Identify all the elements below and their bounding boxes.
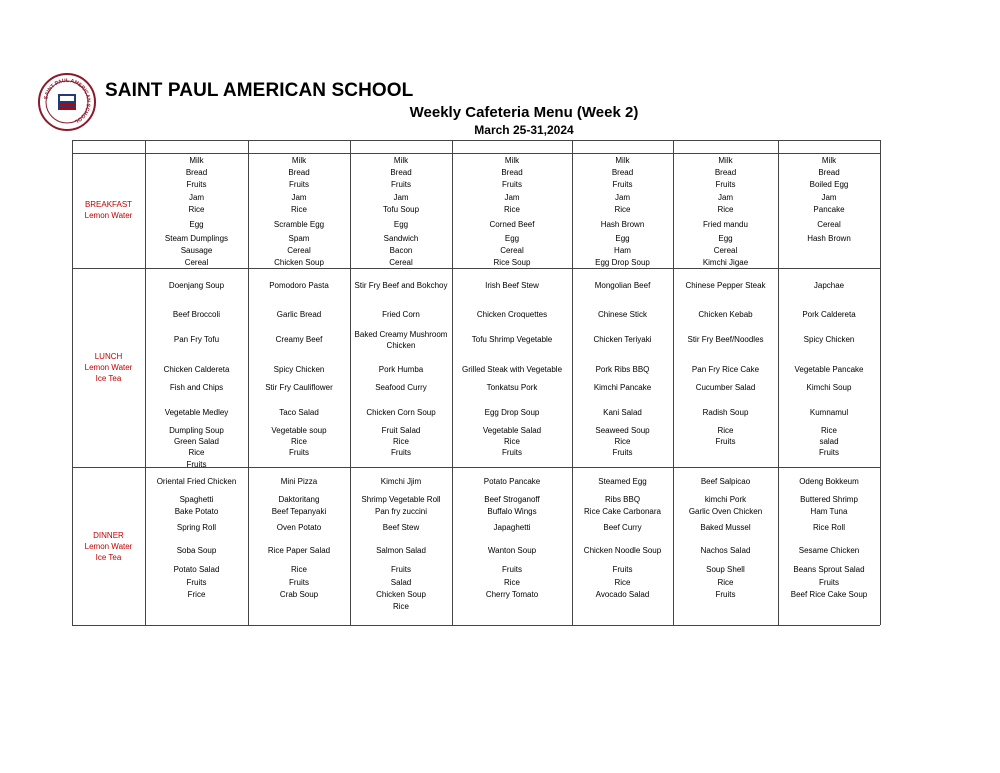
menu-item: Steam Dumplings — [164, 234, 229, 243]
menu-item: Fried Corn — [382, 310, 420, 319]
menu-item: Vegetable soup — [271, 426, 327, 435]
menu-item: Ham — [614, 246, 631, 255]
menu-item: Ribs BBQ — [604, 495, 641, 504]
menu-item: Rice — [820, 426, 837, 435]
table-horizontal-rule — [72, 268, 880, 269]
menu-item: Rice Roll — [812, 523, 845, 532]
menu-item: Vegetable Salad — [482, 426, 542, 435]
menu-item: Bread — [185, 168, 208, 177]
menu-item: Nachos Salad — [700, 546, 751, 555]
menu-item: Chicken Soup — [376, 590, 426, 599]
menu-item: Fruits — [502, 180, 522, 189]
menu-item: Baked Creamy Mushroom Chicken — [354, 330, 448, 350]
menu-item: Kimchi Soup — [806, 383, 852, 392]
menu-item: Oven Potato — [276, 523, 322, 532]
menu-item: Salad — [390, 578, 412, 587]
menu-item: Radish Soup — [702, 408, 749, 417]
menu-item: Japchae — [813, 281, 845, 290]
menu-item: Chinese Pepper Steak — [685, 281, 766, 290]
menu-item: Crab Soup — [279, 590, 319, 599]
menu-item: Sausage — [180, 246, 213, 255]
menu-item: Ham Tuna — [810, 507, 848, 516]
menu-item: Fruits — [502, 448, 522, 457]
menu-item: Beef Stroganoff — [484, 495, 540, 504]
menu-item: Vegetable Medley — [164, 408, 229, 417]
menu-item: Bread — [288, 168, 310, 177]
menu-item: Fruits — [186, 460, 207, 469]
meal-name: BREAKFAST — [84, 200, 133, 209]
menu-item: Stir Fry Cauliflower — [265, 383, 333, 392]
menu-title: Weekly Cafeteria Menu (Week 2) — [409, 104, 639, 121]
menu-item: Milk — [393, 156, 409, 165]
menu-item: Beef Curry — [603, 523, 642, 532]
menu-item: Pork Humba — [378, 365, 424, 374]
menu-item: Wanton Soup — [487, 546, 537, 555]
menu-item: Milk — [291, 156, 307, 165]
menu-item: Rice — [290, 437, 307, 446]
menu-item: Milk — [615, 156, 630, 165]
day-header — [778, 141, 880, 153]
menu-item: Fruits — [186, 578, 207, 587]
meal-drink: Ice Tea — [95, 374, 122, 383]
meal-drink: Ice Tea — [95, 553, 122, 562]
menu-item: Rice — [392, 437, 409, 446]
menu-item: Chicken Soup — [274, 258, 324, 267]
menu-item: Pan fry zuccini — [374, 507, 428, 516]
menu-item: Fruits — [819, 448, 839, 457]
menu-item: Irish Beef Stew — [485, 281, 539, 290]
menu-item: Soup Shell — [706, 565, 745, 574]
menu-item: Chinese Stick — [598, 310, 647, 319]
svg-text:SAINT PAUL AMERICAN SCHOOL: SAINT PAUL AMERICAN SCHOOL — [43, 77, 92, 125]
menu-item: Fruits — [289, 180, 309, 189]
menu-item: Jam — [504, 193, 520, 202]
day-header — [248, 141, 350, 153]
menu-item: Beef Broccoli — [172, 310, 221, 319]
menu-item: Chicken Caldereta — [163, 365, 230, 374]
menu-item: Bacon — [389, 246, 413, 255]
menu-item: Stir Fry Beef/Noodles — [687, 335, 764, 344]
menu-item: Soba Soup — [176, 546, 217, 555]
menu-item: Jam — [188, 193, 205, 202]
menu-item: Garlic Bread — [276, 310, 322, 319]
menu-item: Boiled Egg — [809, 180, 849, 189]
menu-item: Pan Fry Rice Cake — [691, 365, 760, 374]
menu-item: Spaghetti — [179, 495, 214, 504]
menu-item: Rice — [503, 205, 520, 214]
menu-item: Kumnamul — [809, 408, 849, 417]
menu-item: Fruits — [715, 437, 736, 446]
meal-name: LUNCH — [94, 352, 123, 361]
table-vertical-rule — [880, 140, 881, 625]
menu-item: Fruits — [289, 578, 309, 587]
menu-item: Fruit Salad — [381, 426, 421, 435]
menu-item: Pan Fry Tofu — [173, 335, 220, 344]
menu-item: Fruits — [391, 448, 411, 457]
table-horizontal-rule — [72, 625, 880, 626]
menu-item: Rice — [503, 437, 520, 446]
menu-item: Fried mandu — [703, 220, 748, 229]
menu-item: Fruits — [391, 565, 411, 574]
menu-item: Rice — [614, 205, 631, 214]
menu-item: Bake Potato — [174, 507, 219, 516]
menu-item: Avocado Salad — [595, 590, 650, 599]
menu-item: Fruits — [819, 578, 839, 587]
menu-item: Milk — [504, 156, 520, 165]
menu-item: Egg Drop Soup — [595, 258, 650, 267]
menu-item: Pancake — [813, 205, 845, 214]
menu-item: Egg — [189, 220, 204, 229]
menu-item: Grilled Steak with Vegetable — [461, 365, 563, 374]
menu-item: Fruits — [391, 180, 411, 189]
table-corner-month — [72, 141, 145, 153]
menu-item: Rice Cake Carbonara — [584, 507, 661, 516]
menu-item: Kimchi Jigae — [702, 258, 749, 267]
meal-drink: Lemon Water — [84, 363, 133, 372]
menu-item: Rice — [614, 437, 631, 446]
menu-item: Chicken Noodle Soup — [583, 546, 662, 555]
menu-item: Cereal — [184, 258, 209, 267]
menu-item: Salmon Salad — [376, 546, 426, 555]
menu-item: Shrimp Vegetable Roll — [361, 495, 441, 504]
menu-item: Cereal — [287, 246, 311, 255]
menu-item: Rice Paper Salad — [267, 546, 331, 555]
menu-item: Kani Salad — [603, 408, 642, 417]
menu-item: Bread — [390, 168, 412, 177]
menu-item: Fruits — [186, 180, 207, 189]
menu-item: Scramble Egg — [273, 220, 325, 229]
menu-item: Mongolian Beef — [594, 281, 651, 290]
menu-item: Egg — [504, 234, 520, 243]
menu-item: Frice — [187, 590, 206, 599]
day-header — [572, 141, 673, 153]
menu-item: Spam — [288, 234, 310, 243]
menu-item: Cereal — [500, 246, 524, 255]
day-header — [350, 141, 452, 153]
day-header — [145, 141, 248, 153]
menu-item: Sesame Chicken — [798, 546, 860, 555]
menu-item: Beef Tepanyaki — [271, 507, 327, 516]
menu-item: Spicy Chicken — [273, 365, 325, 374]
menu-item: Steamed Egg — [598, 477, 647, 486]
menu-item: Japaghetti — [493, 523, 531, 532]
menu-item: Cereal — [389, 258, 413, 267]
menu-item: Cereal — [713, 246, 738, 255]
menu-item: Fruits — [612, 180, 633, 189]
menu-item: Fruits — [289, 448, 309, 457]
menu-item: Rice — [290, 565, 307, 574]
day-header — [452, 141, 572, 153]
menu-item: Taco Salad — [279, 408, 319, 417]
menu-item: Chicken Corn Soup — [366, 408, 436, 417]
menu-item: Garlic Oven Chicken — [688, 507, 763, 516]
school-name: SAINT PAUL AMERICAN SCHOOL — [105, 80, 414, 101]
menu-item: Mini Pizza — [280, 477, 318, 486]
menu-item: Fruits — [612, 448, 633, 457]
menu-item: Creamy Beef — [275, 335, 323, 344]
menu-item: Egg — [718, 234, 733, 243]
menu-item: Seaweed Soup — [595, 426, 650, 435]
menu-item: Hash Brown — [807, 234, 851, 243]
menu-item: Chicken Croquettes — [476, 310, 548, 319]
menu-item: Daktoritang — [278, 495, 320, 504]
menu-item: Spicy Chicken — [803, 335, 855, 344]
menu-item: Odeng Bokkeum — [799, 477, 859, 486]
menu-item: Kimchi Pancake — [593, 383, 652, 392]
meal-label-lunch — [73, 351, 144, 384]
menu-item: Green Salad — [174, 437, 219, 446]
menu-item: Cherry Tomato — [485, 590, 539, 599]
menu-item: Rice — [503, 578, 520, 587]
menu-item: Fruits — [715, 180, 736, 189]
menu-item: Beef Salpicao — [700, 477, 751, 486]
menu-item: Jam — [291, 193, 307, 202]
menu-item: Pomodoro Pasta — [269, 281, 329, 290]
menu-item: Beef Rice Cake Soup — [790, 590, 868, 599]
menu-item: Bread — [714, 168, 737, 177]
menu-item: Doenjang Soup — [168, 281, 225, 290]
table-horizontal-rule — [72, 153, 880, 154]
day-header — [673, 141, 778, 153]
menu-item: Rice — [392, 602, 409, 611]
menu-date-range: March 25-31,2024 — [474, 123, 574, 137]
menu-item: Rice — [188, 448, 205, 457]
menu-item: Milk — [821, 156, 837, 165]
menu-item: Jam — [614, 193, 631, 202]
menu-item: Jam — [393, 193, 409, 202]
menu-item: Rice — [614, 578, 631, 587]
menu-item: Jam — [717, 193, 734, 202]
meal-label-dinner — [73, 530, 144, 563]
menu-item: Jam — [821, 193, 837, 202]
meal-drink: Lemon Water — [84, 542, 133, 551]
menu-item: Bread — [501, 168, 523, 177]
menu-item: Rice — [290, 205, 307, 214]
menu-item: Tofu Shrimp Vegetable — [471, 335, 553, 344]
menu-item: Egg Drop Soup — [484, 408, 540, 417]
menu-item: Spring Roll — [176, 523, 217, 532]
menu-item: Cucumber Salad — [695, 383, 756, 392]
menu-item: Sandwich — [383, 234, 419, 243]
menu-item: Fruits — [502, 565, 522, 574]
menu-item: Hash Brown — [600, 220, 645, 229]
menu-item: Cereal — [817, 220, 841, 229]
menu-item: Rice — [188, 205, 205, 214]
meal-drink: Lemon Water — [84, 211, 133, 220]
menu-item: Fruits — [715, 590, 736, 599]
menu-item: Buttered Shrimp — [800, 495, 858, 504]
menu-item: Kimchi Jjim — [380, 477, 422, 486]
menu-item: Fish and Chips — [169, 383, 224, 392]
menu-item: Seafood Curry — [375, 383, 427, 392]
menu-item: Tofu Soup — [382, 205, 420, 214]
menu-item: salad — [819, 437, 839, 446]
menu-item: Milk — [189, 156, 204, 165]
menu-item: Rice — [717, 205, 734, 214]
menu-item: Chicken Teriyaki — [593, 335, 652, 344]
menu-item: Bread — [611, 168, 634, 177]
meal-label-breakfast — [73, 199, 144, 221]
menu-item: kimchi Pork — [704, 495, 747, 504]
menu-item: Vegetable Pancake — [794, 365, 864, 374]
menu-item: Fruits — [612, 565, 633, 574]
menu-item: Tonkatsu Pork — [486, 383, 538, 392]
menu-item: Bread — [818, 168, 840, 177]
menu-item: Beef Stew — [382, 523, 420, 532]
menu-item: Oriental Fried Chicken — [156, 477, 237, 486]
menu-item: Beans Sprout Salad — [793, 565, 865, 574]
menu-item: Potato Salad — [173, 565, 220, 574]
menu-item: Baked Mussel — [700, 523, 751, 532]
menu-item: Buffalo Wings — [487, 507, 537, 516]
menu-item: Rice Soup — [493, 258, 531, 267]
menu-item: Egg — [615, 234, 630, 243]
menu-item: Milk — [718, 156, 733, 165]
menu-item: Stir Fry Beef and Bokchoy — [354, 281, 448, 290]
menu-item: Egg — [393, 220, 409, 229]
menu-item: Dumpling Soup — [169, 426, 224, 435]
menu-item: Corned Beef — [489, 220, 535, 229]
menu-item: Chicken Kebab — [698, 310, 753, 319]
menu-item: Potato Pancake — [483, 477, 541, 486]
menu-item: Rice — [717, 426, 734, 435]
menu-item: Pork Caldereta — [802, 310, 856, 319]
menu-item: Rice — [717, 578, 734, 587]
menu-item: Pork Ribs BBQ — [595, 365, 650, 374]
meal-name: DINNER — [93, 531, 124, 540]
